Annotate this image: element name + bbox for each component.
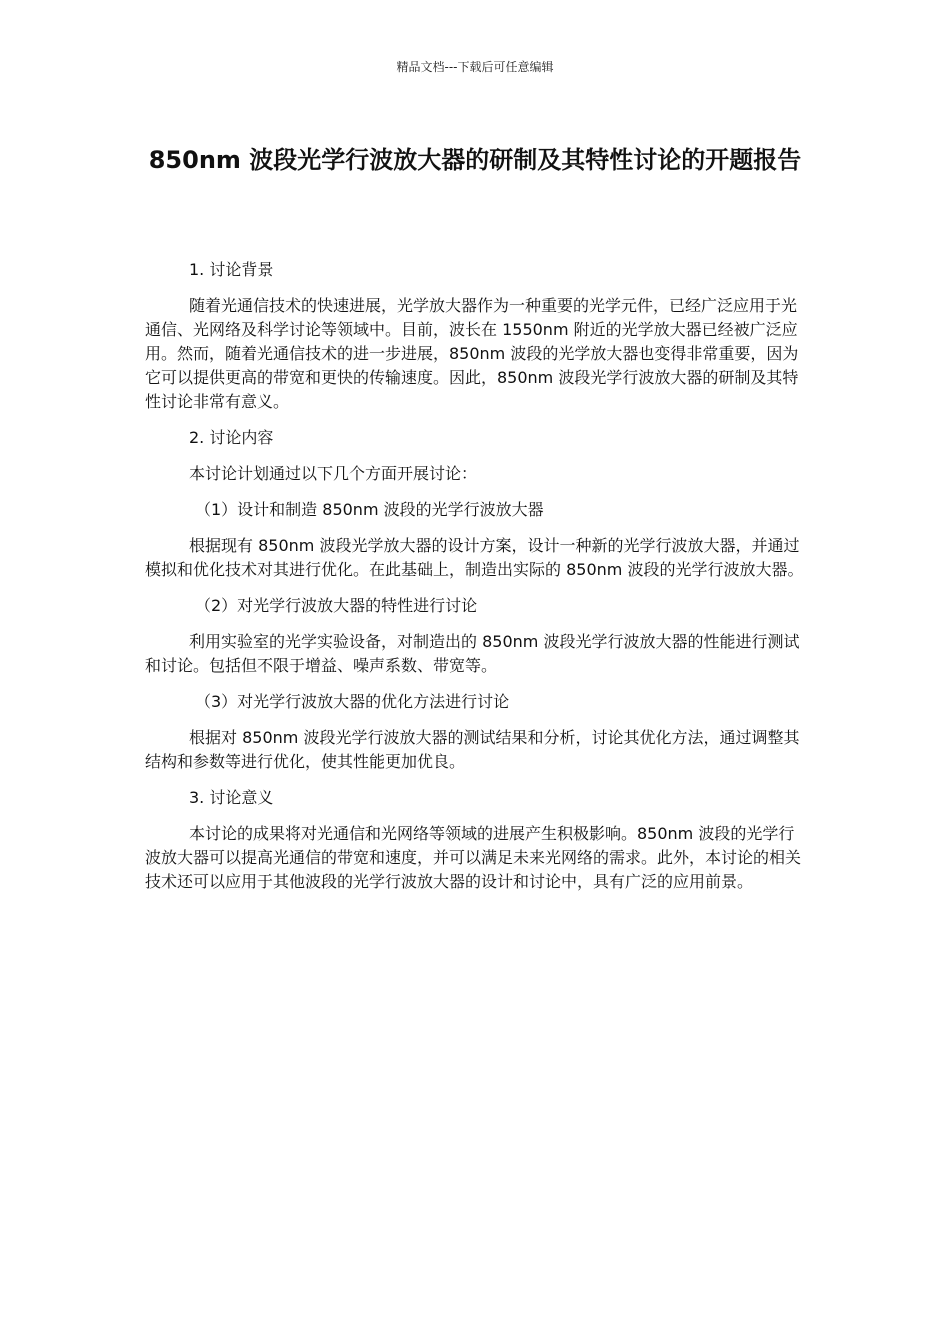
document-body bbox=[145, 258, 807, 906]
section-heading-background: 1. 讨论背景 bbox=[189, 260, 274, 279]
paragraph-content-intro: 本讨论计划通过以下几个方面开展讨论： bbox=[189, 464, 478, 483]
subheading-optimization: （3）对光学行波放大器的优化方法进行讨论 bbox=[195, 692, 510, 711]
paragraph-optimization: 根据对 850nm 波段光学行波放大器的测试结果和分析，讨论其优化方法，通过调整其结构和参数等进行优化，使其性能更加优良。 bbox=[145, 728, 800, 771]
paragraph-significance: 本讨论的成果将对光通信和光网络等领域的进展产生积极影响。850nm 波段的光学行波放大器可以提高光通信的带宽和速度，并可以满足未来光网络的需求。此外，本讨论的相关技术还可以应用于其他波段的光学行波放大器的设计和讨论中，具有广泛的应用前景。 bbox=[145, 824, 802, 891]
subheading-design: （1）设计和制造 850nm 波段的光学行波放大器 bbox=[195, 500, 544, 519]
paragraph-design: 根据现有 850nm 波段光学放大器的设计方案，设计一种新的光学行波放大器，并通过模拟和优化技术对其进行优化。在此基础上，制造出实际的 850nm 波段的光学行波放大器。 bbox=[145, 536, 804, 579]
paragraph-background: 随着光通信技术的快速进展，光学放大器作为一种重要的光学元件，已经广泛应用于光通信、光网络及科学讨论等领域中。目前，波长在 1550nm 附近的光学放大器已经被广泛应用。然而，随着光通信技术的进一步进展，850nm 波段的光学放大器也变得非常重要，因为它可以提供更高的带宽和更快的传输速度。因此，850nm 波段光学行波放大器的研制及其特性讨论非常有意义。 bbox=[145, 296, 799, 411]
subheading-characteristics: （2）对光学行波放大器的特性进行讨论 bbox=[195, 596, 478, 615]
section-heading-content: 2. 讨论内容 bbox=[189, 428, 274, 447]
header-note: 精品文档---下载后可任意编辑 bbox=[396, 60, 554, 74]
paragraph-characteristics: 利用实验室的光学实验设备，对制造出的 850nm 波段光学行波放大器的性能进行测试和讨论。包括但不限于增益、噪声系数、带宽等。 bbox=[145, 632, 800, 675]
section-heading-significance: 3. 讨论意义 bbox=[189, 788, 274, 807]
document-title: 850nm 波段光学行波放大器的研制及其特性讨论的开题报告 bbox=[148, 146, 802, 174]
